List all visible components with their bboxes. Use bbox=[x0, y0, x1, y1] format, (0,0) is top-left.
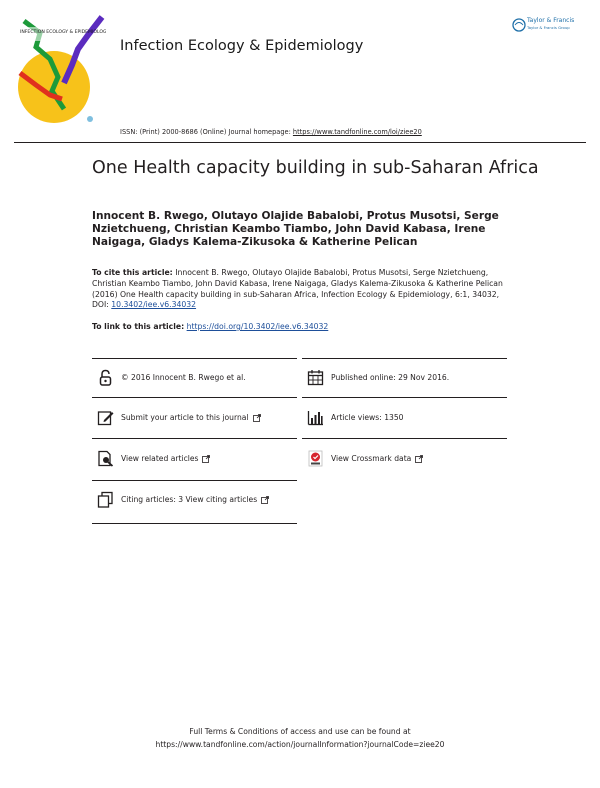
journal-homepage-link[interactable]: https://www.tandfonline.com/loi/ziee20 bbox=[292, 128, 422, 136]
citing-articles-item[interactable] bbox=[97, 491, 269, 508]
divider bbox=[92, 523, 297, 524]
external-link-icon bbox=[415, 455, 423, 463]
crossmark-icon bbox=[307, 450, 324, 467]
external-link-icon bbox=[253, 414, 261, 422]
cite-doi-link[interactable]: 10.3402/iee.v6.34032 bbox=[111, 300, 197, 310]
issn-line bbox=[120, 128, 422, 136]
issn-text: ISSN: (Print) 2000-8686 (Online) Journal homepage: bbox=[120, 128, 291, 136]
divider bbox=[92, 397, 297, 398]
article-authors: Innocent B. Rwego, Olutayo Olajide Babalobi, Protus Musotsi, Serge Nzietchueng, Christian Keambo Tiambo, John David Kabasa, Irene Naigaga, Gladys Kalema-Zikusoka & Katherine Pelican bbox=[92, 210, 499, 248]
citing-articles-link[interactable]: Citing articles: 3 View citing articles bbox=[121, 495, 258, 504]
publisher-group: Taylor & Francis Group bbox=[527, 25, 570, 30]
copyright-item bbox=[97, 369, 246, 386]
cover-title-text: INFECTION ECOLOGY & EPIDEMIOLOGY bbox=[20, 30, 106, 35]
submit-article-link[interactable]: Submit your article to this journal bbox=[121, 413, 249, 422]
publisher-logo[interactable] bbox=[512, 16, 586, 38]
journal-cover-image bbox=[14, 13, 106, 125]
external-link-icon bbox=[261, 496, 269, 504]
divider bbox=[92, 480, 297, 481]
footer-terms-text: Full Terms & Conditions of access and use can be found at bbox=[189, 727, 411, 736]
article-title: One Health capacity building in sub-Saharan Africa bbox=[92, 158, 539, 178]
bar-chart-icon bbox=[307, 409, 324, 426]
cite-label: To cite this article: bbox=[92, 268, 173, 277]
divider bbox=[92, 358, 297, 359]
external-link-icon bbox=[202, 455, 210, 463]
article-link-line bbox=[92, 322, 328, 331]
open-access-lock-icon bbox=[97, 369, 114, 386]
related-articles-item[interactable] bbox=[97, 450, 210, 467]
divider bbox=[92, 438, 297, 439]
crossmark-item[interactable] bbox=[307, 450, 423, 467]
header-divider bbox=[14, 142, 586, 143]
citation-block bbox=[92, 268, 512, 311]
calendar-icon bbox=[307, 369, 324, 386]
journal-title: Infection Ecology & Epidemiology bbox=[120, 38, 364, 54]
edit-icon bbox=[97, 409, 114, 426]
published-text: Published online: 29 Nov 2016. bbox=[331, 373, 450, 382]
publisher-globe-icon bbox=[512, 16, 526, 38]
link-label: To link to this article: bbox=[92, 322, 185, 331]
views-item bbox=[307, 409, 404, 426]
crossmark-link[interactable]: View Crossmark data bbox=[331, 454, 412, 463]
footer-terms-link[interactable]: https://www.tandfonline.com/action/journalInformation?journalCode=ziee20 bbox=[155, 740, 445, 749]
publisher-name: Taylor & Francis bbox=[527, 17, 575, 24]
cite-text: Innocent B. Rwego, Olutayo Olajide Babalobi, Protus Musotsi, Serge Nzietchueng, Christian Keambo Tiambo, John David Kabasa, Irene Naigaga, Gladys Kalema-Zikusoka & Katherine Pelican (2016) One Health capacity building in sub-Saharan Africa, Infection Ecology & Epidemiology, 6:1, 34032, DOI: bbox=[92, 268, 503, 310]
divider bbox=[302, 397, 507, 398]
citing-documents-icon bbox=[97, 491, 114, 508]
document-search-icon bbox=[97, 450, 114, 467]
submit-article-item[interactable] bbox=[97, 409, 261, 426]
article-views-text: Article views: 1350 bbox=[331, 413, 404, 422]
divider bbox=[302, 438, 507, 439]
article-doi-link[interactable]: https://doi.org/10.3402/iee.v6.34032 bbox=[186, 322, 329, 331]
related-articles-link[interactable]: View related articles bbox=[121, 454, 199, 463]
published-item bbox=[307, 369, 449, 386]
divider bbox=[302, 358, 507, 359]
copyright-text: © 2016 Innocent B. Rwego et al. bbox=[121, 373, 246, 382]
